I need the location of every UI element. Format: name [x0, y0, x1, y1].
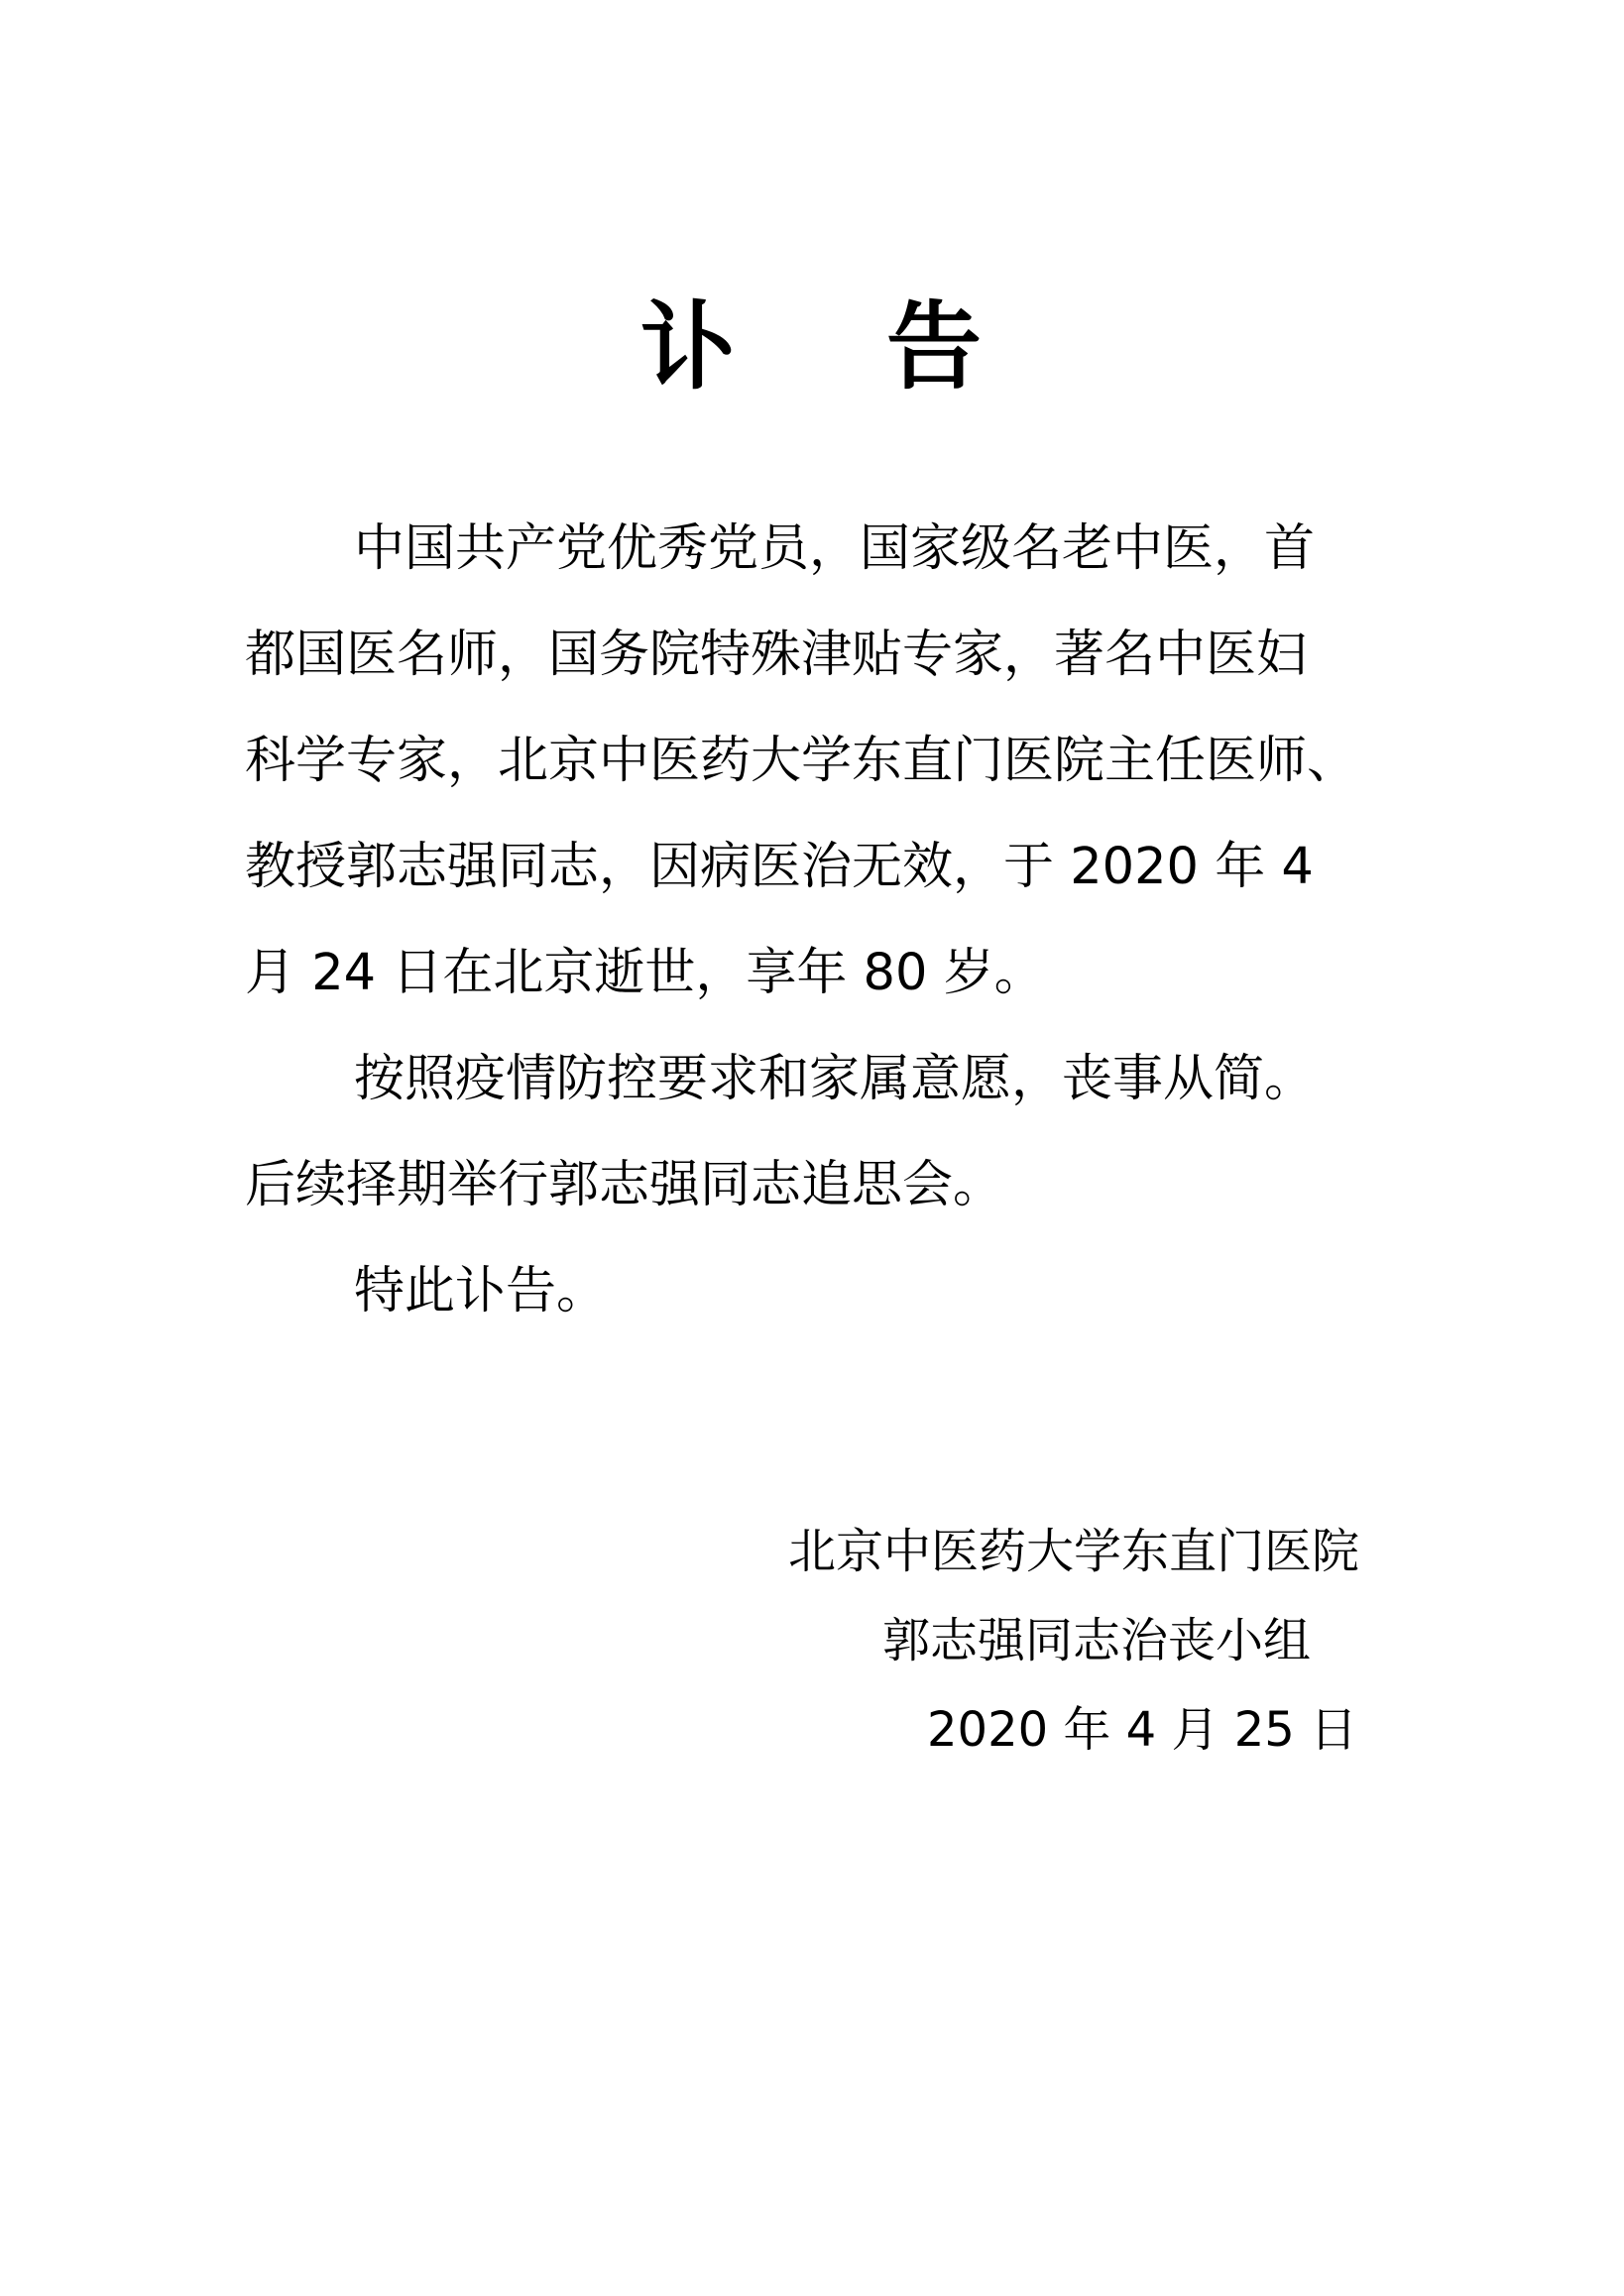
paragraph-closing	[245, 1238, 1385, 1344]
title-char-1: 讣	[640, 291, 738, 402]
text-line: 教授郭志强同志，因病医治无效，于 2020 年 4	[245, 838, 1314, 896]
text-line: 后续择期举行郭志强同志追思会。	[245, 1156, 1004, 1214]
page-title	[0, 287, 1624, 406]
signature-organization: 北京中医药大学东直门医院	[788, 1524, 1360, 1579]
text-line: 按照疫情防控要求和家属意愿，丧事从简。	[354, 1050, 1316, 1108]
signature-block	[773, 1507, 1388, 1775]
text-line: 月 24 日在北京逝世，享年 80 岁。	[245, 944, 1045, 1002]
notice-body	[245, 496, 1385, 1344]
paragraph-arrangements	[245, 1026, 1385, 1238]
text-line: 特此讣告。	[354, 1262, 608, 1320]
signature-date: 2020 年 4 月 25 日	[927, 1702, 1358, 1758]
paragraph-announcement	[245, 496, 1385, 1026]
title-char-2: 告	[886, 291, 984, 402]
text-line: 中国共产党优秀党员，国家级名老中医，首	[354, 519, 1316, 578]
text-line: 都国医名师，国务院特殊津贴专家，著名中医妇	[245, 626, 1308, 684]
signature-committee: 郭志强同志治丧小组	[882, 1613, 1312, 1668]
text-line: 科学专家，北京中医药大学东直门医院主任医师、	[245, 732, 1358, 790]
